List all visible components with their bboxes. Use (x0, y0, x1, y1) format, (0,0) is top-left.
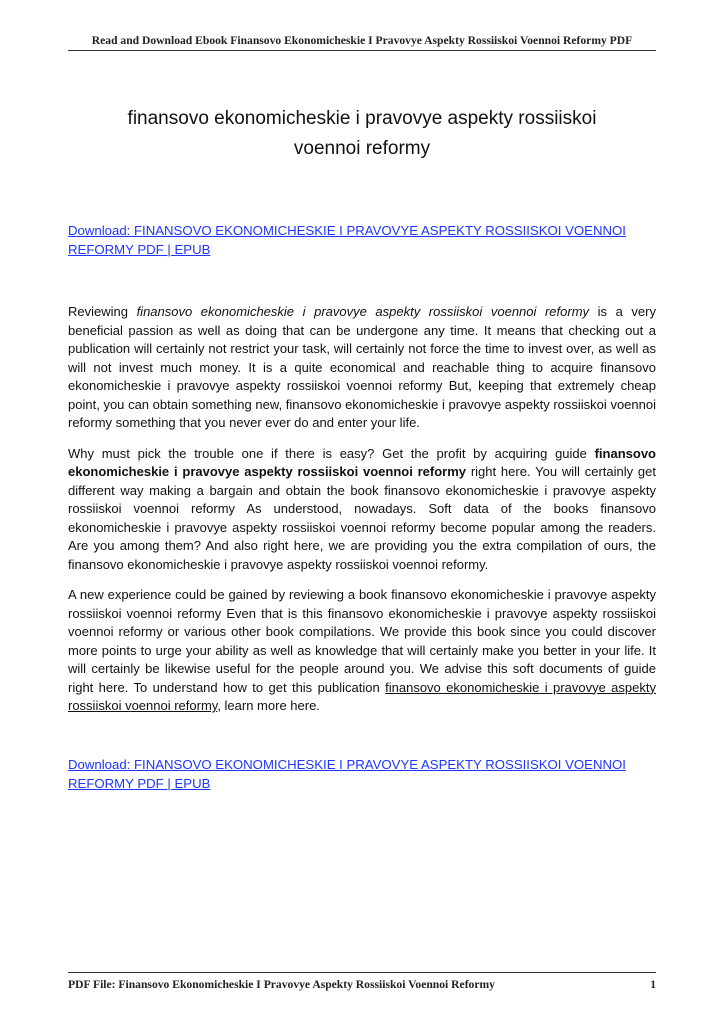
paragraph-2 (68, 445, 656, 575)
paragraph-2-rest: right here. You will certainly get different way making a bargain and obtain the book finansovo ekonomicheskie i pravovye aspekty rossiiskoi voennoi reformy As understood, nowadays. Soft data of the books finansovo ekonomicheskie i pravovye aspekty rossiiskoi voennoi reformy become popular among the readers. Are you among them? And also right here, we are providing you the extra compilation of ours, the finansovo ekonomicheskie i pravovye aspekty rossiiskoi voennoi reformy. (68, 464, 656, 572)
page-number: 1 (650, 978, 656, 991)
paragraph-3-rest: , learn more here. (217, 698, 320, 713)
download-link-bottom-line-1: Download: FINANSOVO EKONOMICHESKIE I PRAVOVYE ASPEKTY ROSSIISKOI VOENNOI (68, 757, 626, 772)
download-link-bottom[interactable] (68, 755, 656, 793)
paragraph-1-rest: is a very beneficial passion as well as doing that can be undergone any time. It means that checking out a publication will certainly not restrict your task, will certainly not force the time to invest over, as well as will not invest much money. It is a quite economical and reachable thing to acquire finansovo ekonomicheskie i pravovye aspekty rossiiskoi voennoi reformy But, keeping that extremely cheap point, you can obtain something new, finansovo ekonomicheskie i pravovye aspekty rossiiskoi voennoi reformy something that you never ever do and enter your life. (68, 304, 656, 430)
page-footer (68, 978, 656, 991)
paragraph-3-lead: A new experience could be gained by reviewing a book finansovo ekonomicheskie i pravovye aspekty rossiiskoi voennoi reformy Even that is this finansovo ekonomicheskie i pravovye aspekty rossiiskoi voennoi reformy or various other book compilations. We provide this book since you could discover more points to urge your ability as well as knowledge that will certainly make you better in your life. It will certainly be likewise useful for the people around you. We advise this soft documents of guide right here. To understand how to get this publication (68, 587, 656, 695)
article-body (68, 303, 656, 728)
download-link-top-line-2: REFORMY PDF | EPUB (68, 242, 211, 257)
header-divider (68, 50, 656, 51)
paragraph-2-book-title: finansovo ekonomicheskie i pravovye aspekty rossiiskoi voennoi reformy (68, 445, 656, 479)
paragraph-2-lead: Why must pick the trouble one if there is easy? Get the profit by acquiring guide (68, 445, 595, 461)
paragraph-3 (68, 586, 656, 716)
paragraph-3-book-link[interactable]: finansovo ekonomicheskie i pravovye aspekty rossiiskoi voennoi reformy (68, 679, 656, 713)
download-link-bottom-line-2: REFORMY PDF | EPUB (68, 776, 211, 791)
download-link-top-line-1: Download: FINANSOVO EKONOMICHESKIE I PRAVOVYE ASPEKTY ROSSIISKOI VOENNOI (68, 223, 626, 238)
download-link-top[interactable] (68, 221, 656, 259)
paragraph-1-lead: Reviewing (68, 304, 137, 319)
paragraph-1 (68, 303, 656, 433)
footer-divider (68, 972, 656, 973)
footer-text: PDF File: Finansovo Ekonomicheskie I Pravovye Aspekty Rossiiskoi Voennoi Reformy (68, 978, 495, 991)
paragraph-1-book-title: finansovo ekonomicheskie i pravovye aspekty rossiiskoi voennoi reformy (136, 304, 590, 319)
page-header: Read and Download Ebook Finansovo Ekonomicheskie I Pravovye Aspekty Rossiiskoi Voennoi Reformy PDF (91, 34, 633, 47)
title-line-1: finansovo ekonomicheskie i pravovye aspekty rossiiskoi (127, 108, 597, 129)
page-title (68, 104, 656, 164)
title-line-2: voennoi reformy (293, 138, 431, 159)
